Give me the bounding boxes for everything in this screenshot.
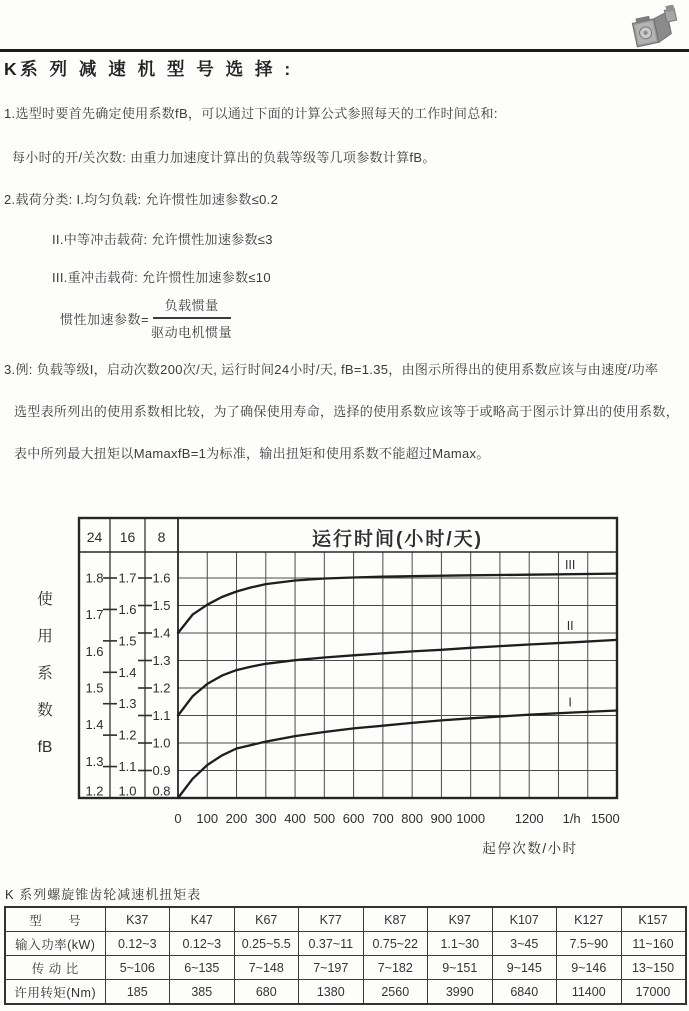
model-name-cell: K37 xyxy=(105,907,170,932)
paragraph-load-class-3: III.重冲击载荷: 允许惯性加速参数≤10 xyxy=(52,270,271,285)
table-value-cell: 680 xyxy=(234,980,299,1005)
y-scale-label: 1.5 xyxy=(152,598,171,613)
table-value-cell: 17000 xyxy=(621,980,686,1005)
x-tick-label: 1/h xyxy=(562,811,581,826)
formula-label: 惯性加速参数= xyxy=(60,311,150,327)
row-label-cell: 输入功率(kW) xyxy=(5,932,105,956)
x-tick-label: 700 xyxy=(372,811,394,826)
table-value-cell: 7~148 xyxy=(234,956,299,980)
paragraph-switching-frequency: 每小时的开/关次数: 由重力加速度计算出的负载等级等几项参数计算fB。 xyxy=(12,150,436,165)
x-tick-label: 1200 xyxy=(514,811,544,826)
gearbox-product-image xyxy=(624,5,684,51)
paragraph-load-class-2: II.中等冲击载荷: 允许惯性加速参数≤3 xyxy=(52,232,273,247)
paragraph-example-line3: 表中所列最大扭矩以MamaxfB=1为标准，输出扭矩和使用系数不能超过Mamax。 xyxy=(14,446,490,461)
table-value-cell: 2560 xyxy=(363,980,428,1005)
curve-III xyxy=(178,574,617,633)
paragraph-example-line1: 3.例: 负载等级I，启动次数200次/天, 运行时间24小时/天, fB=1.35，由图示所得出的使用系数应该与由速度/功率 xyxy=(4,362,659,377)
table-row xyxy=(5,980,686,1005)
y-scale-label: 1.4 xyxy=(152,625,171,641)
y-scale-label: 1.3 xyxy=(118,696,137,712)
row-label-cell: 许用转矩(Nm) xyxy=(5,980,105,1005)
table-value-cell: 9~151 xyxy=(428,956,493,980)
y-scale-label: 1.7 xyxy=(85,607,104,623)
table-value-cell: 385 xyxy=(170,980,235,1005)
paragraph-load-class-1: 2.载荷分类: I.均匀负载: 允许惯性加速参数≤0.2 xyxy=(4,192,279,207)
y-scale-label: 1.4 xyxy=(85,717,104,733)
hours-per-day-header: 16 xyxy=(119,529,136,545)
table-value-cell: 7~197 xyxy=(299,956,364,980)
formula-denominator: 驱动电机惯量 xyxy=(151,325,233,340)
table-value-cell: 11400 xyxy=(557,980,622,1005)
table-value-cell: 0.75~22 xyxy=(363,932,428,956)
x-tick-label: 900 xyxy=(430,811,453,826)
y-scale-label: 1.7 xyxy=(118,570,137,586)
x-tick-label: 300 xyxy=(254,811,277,826)
y-scale-label: 1.2 xyxy=(118,727,137,743)
paragraph-example-line2: 选型表所列出的使用系数相比较，为了确保使用寿命，选择的使用系数应该等于或略高于图示计算出的使用系数， xyxy=(14,404,680,419)
page-title: K系 列 减 速 机 型 号 选 择 : xyxy=(4,59,294,79)
table-value-cell: 3~45 xyxy=(492,932,557,956)
y-scale-label: 1.0 xyxy=(118,783,137,799)
model-name-cell: K107 xyxy=(492,907,557,932)
header-divider xyxy=(0,49,689,52)
x-tick-label: 200 xyxy=(225,811,248,826)
y-axis-title-char: fB xyxy=(37,739,53,756)
curve-II xyxy=(178,640,617,716)
table-value-cell: 0.25~5.5 xyxy=(234,932,299,956)
table-value-cell: 6~135 xyxy=(170,956,235,980)
table-row xyxy=(5,956,686,980)
torque-table-grid xyxy=(4,906,687,1005)
hours-per-day-header: 8 xyxy=(157,529,166,545)
row-label-cell: 传 动 比 xyxy=(5,956,105,980)
table-value-cell: 3990 xyxy=(428,980,493,1005)
curve-I xyxy=(178,711,617,799)
table-value-cell: 7~182 xyxy=(363,956,428,980)
y-scale-label: 1.1 xyxy=(152,708,171,723)
torque-table-title: K 系列螺旋锥齿轮减速机扭矩表 xyxy=(5,887,202,902)
model-header-cell: 型 号 xyxy=(5,907,105,932)
y-axis-title-char: 使 xyxy=(37,591,53,608)
curve-label-II: II xyxy=(566,619,574,634)
formula-numerator: 负载惯量 xyxy=(153,295,231,319)
table-value-cell: 13~150 xyxy=(621,956,686,980)
x-axis-title: 起停次数/小时 xyxy=(482,841,578,856)
x-tick-label: 0 xyxy=(174,811,182,826)
y-scale-label: 1.4 xyxy=(118,664,137,680)
table-value-cell: 11~160 xyxy=(621,932,686,956)
model-name-cell: K77 xyxy=(299,907,364,932)
y-scale-label: 1.5 xyxy=(118,633,137,649)
y-scale-label: 1.0 xyxy=(152,735,171,751)
x-tick-label: 800 xyxy=(401,811,423,826)
table-value-cell: 0.12~3 xyxy=(170,932,235,956)
y-scale-label: 1.3 xyxy=(152,653,171,668)
table-value-cell: 0.12~3 xyxy=(105,932,170,956)
y-scale-label: 1.1 xyxy=(118,759,137,775)
y-scale-label: 1.6 xyxy=(85,643,104,659)
x-tick-label: 100 xyxy=(196,811,219,826)
y-scale-label: 1.2 xyxy=(85,783,104,799)
x-tick-label: 600 xyxy=(342,811,365,826)
y-scale-label: 1.6 xyxy=(118,601,137,617)
table-value-cell: 7.5~90 xyxy=(557,932,622,956)
y-scale-label: 1.3 xyxy=(85,753,104,769)
model-name-cell: K97 xyxy=(428,907,493,932)
y-scale-label: 1.8 xyxy=(85,570,104,586)
table-value-cell: 9~145 xyxy=(492,956,557,980)
y-scale-label: 0.8 xyxy=(152,783,171,799)
x-tick-label: 400 xyxy=(284,811,306,826)
x-tick-label: 500 xyxy=(313,811,336,826)
y-axis-title-char: 用 xyxy=(37,628,53,645)
table-value-cell: 1380 xyxy=(299,980,364,1005)
y-axis-title-char: 数 xyxy=(37,702,53,719)
model-name-cell: K67 xyxy=(234,907,299,932)
table-value-cell: 9~146 xyxy=(557,956,622,980)
table-value-cell: 185 xyxy=(105,980,170,1005)
inertia-acceleration-formula xyxy=(60,295,232,341)
usage-factor-chart xyxy=(0,505,689,867)
y-scale-label: 1.2 xyxy=(152,680,171,696)
model-name-cell: K87 xyxy=(363,907,428,932)
model-name-cell: K157 xyxy=(621,907,686,932)
curve-label-I: I xyxy=(568,695,572,710)
table-value-cell: 0.37~11 xyxy=(299,932,364,956)
x-tick-label: 1000 xyxy=(456,811,486,826)
table-value-cell: 6840 xyxy=(492,980,557,1005)
table-row xyxy=(5,932,686,956)
x-tick-label: 1500 xyxy=(590,811,620,826)
formula-fraction xyxy=(151,295,232,341)
chart-title: 运行时间(小时/天) xyxy=(312,529,483,550)
y-axis-title-char: 系 xyxy=(37,665,53,682)
table-header-row xyxy=(5,907,686,932)
y-scale-label: 1.5 xyxy=(85,680,104,696)
curve-label-III: III xyxy=(564,557,576,572)
hours-per-day-header: 24 xyxy=(86,529,103,545)
torque-table xyxy=(4,906,685,1005)
usage-factor-chart-svg xyxy=(0,505,689,867)
paragraph-selection-step1: 1.选型时要首先确定使用系数fB，可以通过下面的计算公式参照每天的工作时间总和: xyxy=(4,106,498,121)
y-scale-label: 0.9 xyxy=(152,763,171,778)
table-value-cell: 5~106 xyxy=(105,956,170,980)
model-name-cell: K47 xyxy=(170,907,235,932)
y-scale-label: 1.6 xyxy=(152,570,171,586)
model-name-cell: K127 xyxy=(557,907,622,932)
table-value-cell: 1.1~30 xyxy=(428,932,493,956)
